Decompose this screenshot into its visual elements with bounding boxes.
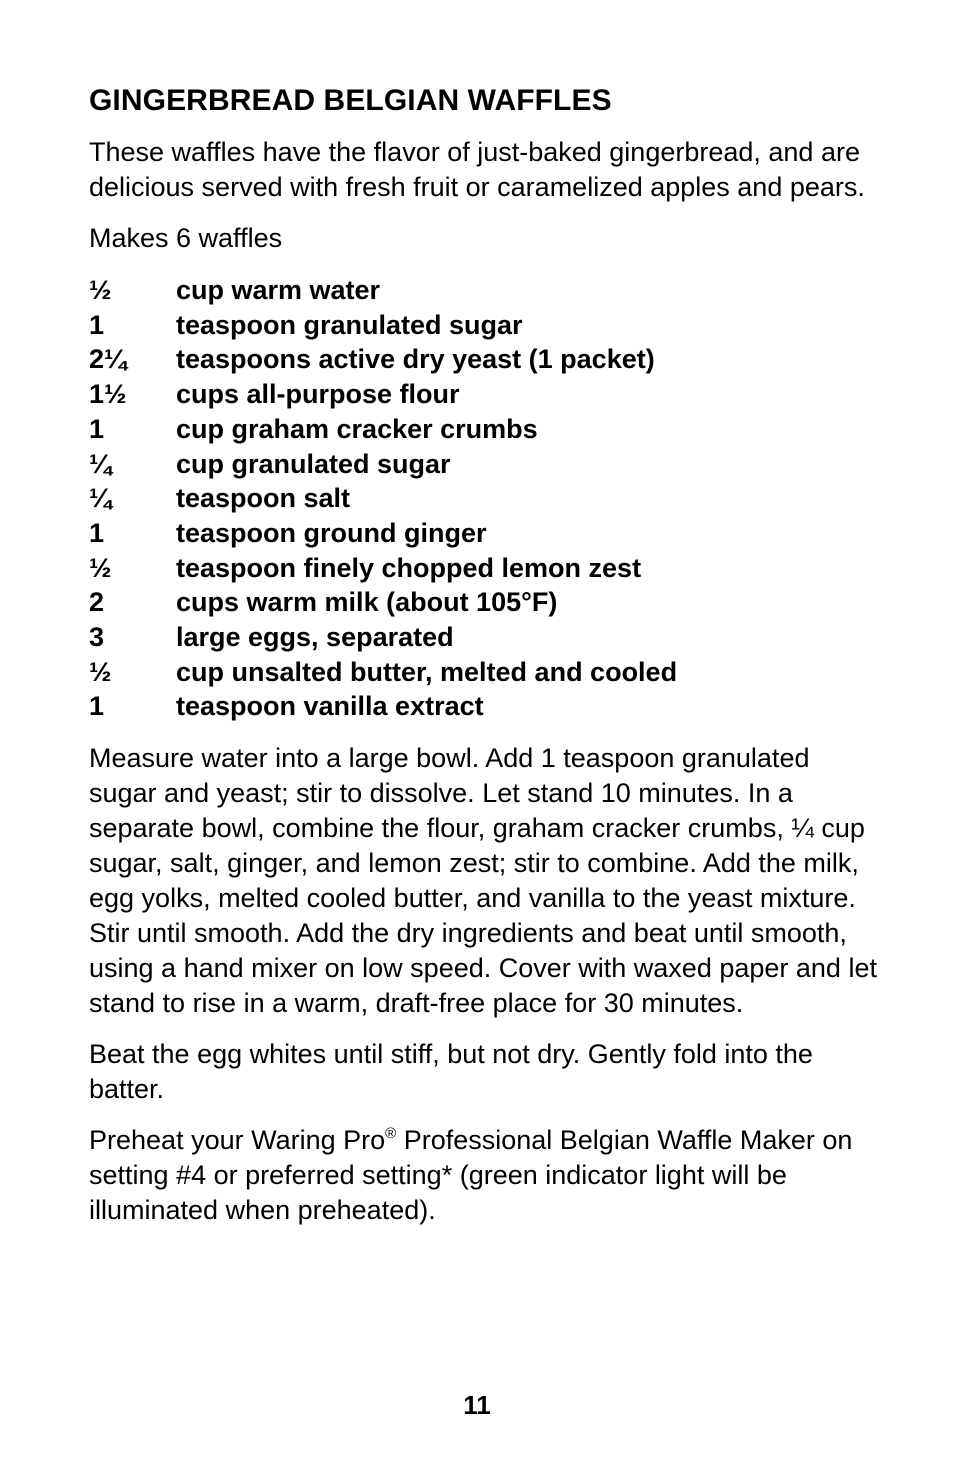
ingredient-description: cup graham cracker crumbs (176, 413, 538, 444)
method-step-3-start: Preheat your Waring Pro (89, 1125, 386, 1156)
ingredient-list (89, 273, 879, 724)
ingredient-quantity: ½ (89, 656, 112, 687)
method-step-2: Beat the egg whites until stiff, but not dry. Gently fold into the batter. (89, 1039, 813, 1105)
ingredient-description: cup granulated sugar (176, 448, 451, 479)
recipe-title: GINGERBREAD BELGIAN WAFFLES (89, 84, 612, 117)
ingredient-quantity: 1 (89, 517, 105, 548)
ingredient-row (89, 551, 879, 586)
ingredient-description: cups warm milk (about 105°F) (176, 587, 558, 618)
ingredient-row (89, 655, 879, 690)
ingredient-description: teaspoons active dry yeast (1 packet) (176, 344, 655, 375)
recipe-yield: Makes 6 waffles (89, 223, 283, 253)
ingredient-row (89, 273, 879, 308)
ingredient-description: teaspoon salt (176, 483, 351, 514)
ingredient-row (89, 412, 879, 447)
ingredient-row (89, 620, 879, 655)
ingredient-row (89, 481, 879, 516)
ingredient-quantity: 3 (89, 622, 105, 653)
ingredient-quantity: 1 (89, 691, 105, 722)
ingredient-quantity: 2¼ (89, 344, 127, 375)
ingredient-description: cup unsalted butter, melted and cooled (176, 656, 678, 687)
ingredient-row (89, 377, 879, 412)
ingredient-description: teaspoon finely chopped lemon zest (176, 552, 642, 583)
ingredient-quantity: 1 (89, 309, 105, 340)
ingredient-description: cup warm water (176, 275, 381, 305)
ingredient-row (89, 585, 879, 620)
ingredient-quantity: 1½ (89, 379, 127, 410)
ingredient-quantity: ¼ (89, 483, 112, 514)
ingredient-row (89, 516, 879, 551)
ingredient-description: large eggs, separated (176, 622, 454, 653)
registered-mark: ® (385, 1125, 397, 1143)
ingredient-row (89, 342, 879, 377)
ingredient-description: teaspoon granulated sugar (176, 309, 523, 340)
ingredient-quantity: 2 (89, 587, 105, 618)
ingredient-description: teaspoon ground ginger (176, 517, 487, 548)
page-number: 11 (463, 1390, 491, 1420)
ingredient-row (89, 689, 879, 724)
ingredient-quantity: ½ (89, 275, 112, 305)
ingredient-row (89, 447, 879, 482)
ingredient-quantity: 1 (89, 413, 105, 444)
ingredient-row (89, 308, 879, 343)
method-step-3-end: Professional Belgian Waffle Maker on setting #4 or preferred setting* (green indicator light will be illuminated when preheated). (89, 1125, 853, 1226)
ingredient-quantity: ¼ (89, 448, 112, 479)
recipe-page (89, 82, 879, 1244)
recipe-intro: These waffles have the flavor of just-baked gingerbread, and are delicious served with fresh fruit or caramelized apples and pears. (89, 137, 865, 202)
ingredient-description: teaspoon vanilla extract (176, 691, 484, 722)
method-step-1: Measure water into a large bowl. Add 1 teaspoon granulated sugar and yeast; stir to dissolve. Let stand 10 minutes. In a separate bowl, combine the flour, graham cracker crumbs, ¼ cup sugar, salt, ginger, and lemon zest; stir to combine. Add the milk, egg yolks, melted cooled butter, and vanilla to the yeast mixture. Stir until smooth. Add the dry ingredients and beat until smooth, using a hand mixer on low speed. Cover with waxed paper and let stand to rise in a warm, draft-free place for 30 minutes. (89, 743, 877, 1019)
ingredient-description: cups all-purpose flour (176, 379, 460, 410)
method-step-3 (89, 1123, 879, 1228)
ingredient-quantity: ½ (89, 552, 112, 583)
